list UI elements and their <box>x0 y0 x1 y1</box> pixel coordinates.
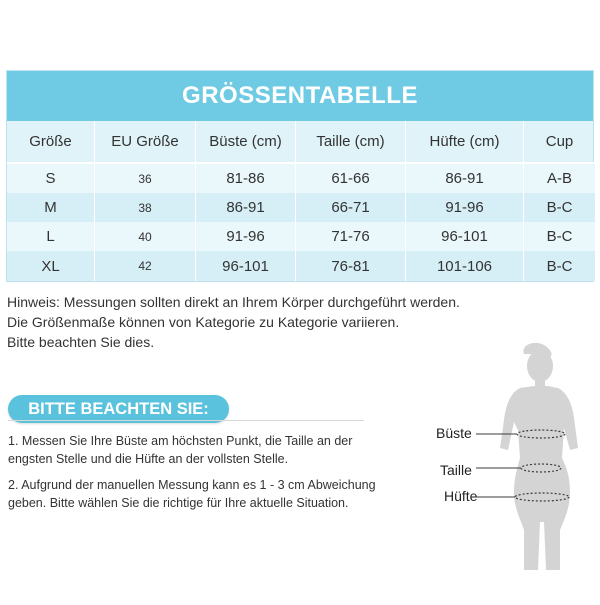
hint-line: Die Größenmaße können von Kategorie zu Kategorie variieren. <box>7 314 400 330</box>
header-hip: Hüfte (cm) <box>406 121 524 164</box>
header-size: Größe <box>7 121 95 164</box>
table-cell: 42 <box>95 251 196 281</box>
table-cell: 66-71 <box>296 193 406 222</box>
body-measurement-figure <box>420 340 600 600</box>
table-cell: 40 <box>95 222 196 251</box>
table-cell: 96-101 <box>196 251 296 281</box>
waist-label: Taille <box>440 462 472 478</box>
table-cell: 101-106 <box>406 251 524 281</box>
table-cell: 61-66 <box>296 164 406 193</box>
table-cell: 91-96 <box>196 222 296 251</box>
table-cell: M <box>7 193 95 222</box>
table-cell: 91-96 <box>406 193 524 222</box>
table-cell: S <box>7 164 95 193</box>
table-cell: 76-81 <box>296 251 406 281</box>
table-cell: 71-76 <box>296 222 406 251</box>
table-cell: B-C <box>524 193 595 222</box>
notes-heading: BITTE BEACHTEN SIE: <box>8 395 229 423</box>
table-cell: 81-86 <box>196 164 296 193</box>
table-cell: B-C <box>524 251 595 281</box>
table-cell: XL <box>7 251 95 281</box>
bust-label: Büste <box>436 425 472 441</box>
hint-line: Bitte beachten Sie dies. <box>7 334 155 350</box>
table-cell: 86-91 <box>196 193 296 222</box>
size-grid <box>7 121 593 281</box>
table-cell: L <box>7 222 95 251</box>
note-item: 2. Aufgrund der manuellen Messung kann es 1 - 3 cm Abweichung geben. Bitte wählen Sie die richtige für Ihre aktuelle Situation. <box>8 478 376 510</box>
header-eu-size: EU Größe <box>95 121 196 164</box>
header-waist: Taille (cm) <box>296 121 406 164</box>
table-cell: 36 <box>95 164 196 193</box>
hip-label: Hüfte <box>444 488 478 504</box>
notes-list <box>8 432 378 520</box>
header-cup: Cup <box>524 121 595 164</box>
hint-line: Hinweis: Messungen sollten direkt an Ihrem Körper durchgeführt werden. <box>7 294 460 310</box>
header-bust: Büste (cm) <box>196 121 296 164</box>
note-item: 1. Messen Sie Ihre Büste am höchsten Punkt, die Taille an der engsten Stelle und die Hüfte an der vollsten Stelle. <box>8 434 353 466</box>
table-cell: 96-101 <box>406 222 524 251</box>
size-table <box>6 70 594 282</box>
table-cell: B-C <box>524 222 595 251</box>
measurement-hint <box>7 292 460 352</box>
table-cell: 38 <box>95 193 196 222</box>
notes-divider <box>8 420 364 421</box>
table-cell: A-B <box>524 164 595 193</box>
table-title: GRÖSSENTABELLE <box>7 71 593 121</box>
table-cell: 86-91 <box>406 164 524 193</box>
